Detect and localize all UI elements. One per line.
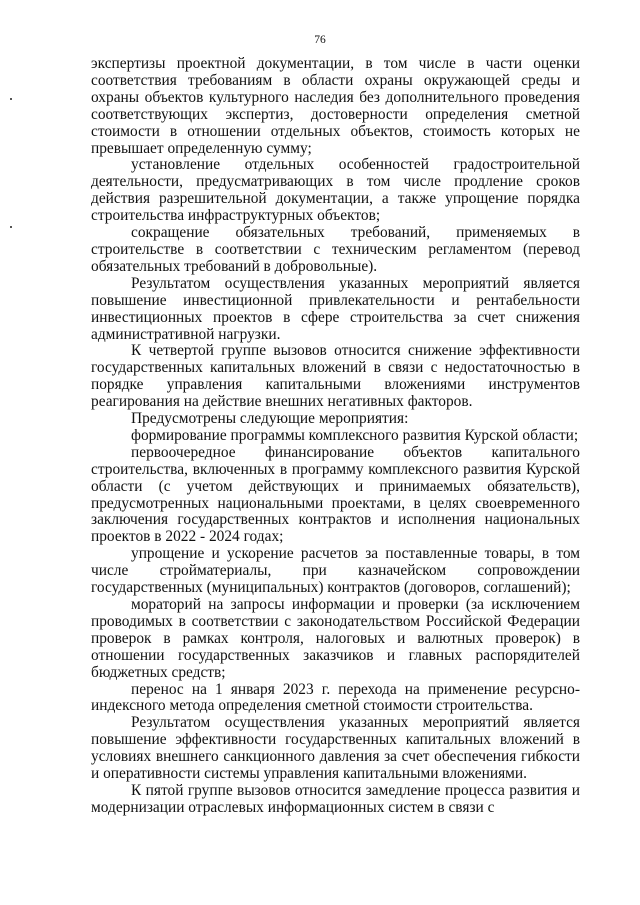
- paragraph: упрощение и ускорение расчетов за поставленные товары, в том числе стройматериалы, при казначейском сопровождении государственных (муниципальных) контрактов (договоров, соглашений);: [91, 545, 580, 597]
- paragraph: мораторий на запросы информации и проверки (за исключением проводимых в соответствии с законодательством Российской Федерации проверок в рамках контроля, налоговых и валютных проверок) в отношении государственных заказчиков и главных распорядителей бюджетных средств;: [91, 596, 580, 681]
- paragraph: Результатом осуществления указанных мероприятий является повышение инвестиционной привлекательности и рентабельности инвестиционных проектов в сфере строительства за счет снижения административной нагрузки.: [91, 274, 580, 343]
- body-text: [91, 56, 580, 817]
- page-number: 76: [314, 34, 326, 46]
- paragraph: экспертизы проектной документации, в том числе в части оценки соответствия требованиям в области охраны окружающей среды и охраны объектов культурного наследия без дополнительного проведения соответствующих экспертиз, достоверности определения сметной стоимости в отношении отдельных объектов, стоимость которых не превышает определенную сумму;: [91, 55, 580, 157]
- paragraph: формирование программы комплексного развития Курской области;: [131, 426, 579, 444]
- paragraph: К пятой группе вызовов относится замедление процесса развития и модернизации отраслевых информационных систем в связи с: [91, 781, 580, 816]
- paragraph: первоочередное финансирование объектов капитального строительства, включенных в программу комплексного развития Курской области (с учетом действующих и принимаемых обязательств), предусмотренных национальными проектами, в целях своевременного заключения государственных контрактов и исполнения национальных проектов в 2022 - 2024 годах;: [91, 443, 580, 546]
- margin-mark: [10, 98, 12, 100]
- paragraph: сокращение обязательных требований, применяемых в строительстве в соответствии с техническим регламентом (перевод обязательных требований в добровольные).: [91, 224, 580, 275]
- paragraph: Предусмотрены следующие мероприятия:: [131, 410, 409, 428]
- paragraph: Результатом осуществления указанных мероприятий является повышение эффективности государственных капитальных вложений в условиях внешнего санкционного давления за счет обеспечения гибкости и оперативности системы управления капитальными вложениями.: [91, 714, 580, 783]
- paragraph: К четвертой группе вызовов относится снижение эффективности государственных капитальных вложений в связи с недостаточностью в порядке управления капитальными вложениями инструментов реагирования на действие внешних негативных факторов.: [91, 342, 580, 411]
- paragraph: установление отдельных особенностей градостроительной деятельности, предусматривающих в том числе продление сроков действия разрешительной документации, а также упрощение порядка строительства инфраструктурных объектов;: [91, 156, 580, 225]
- margin-mark: [10, 226, 12, 228]
- paragraph: перенос на 1 января 2023 г. перехода на применение ресурсно-индексного метода определения сметной стоимости строительства.: [91, 680, 580, 715]
